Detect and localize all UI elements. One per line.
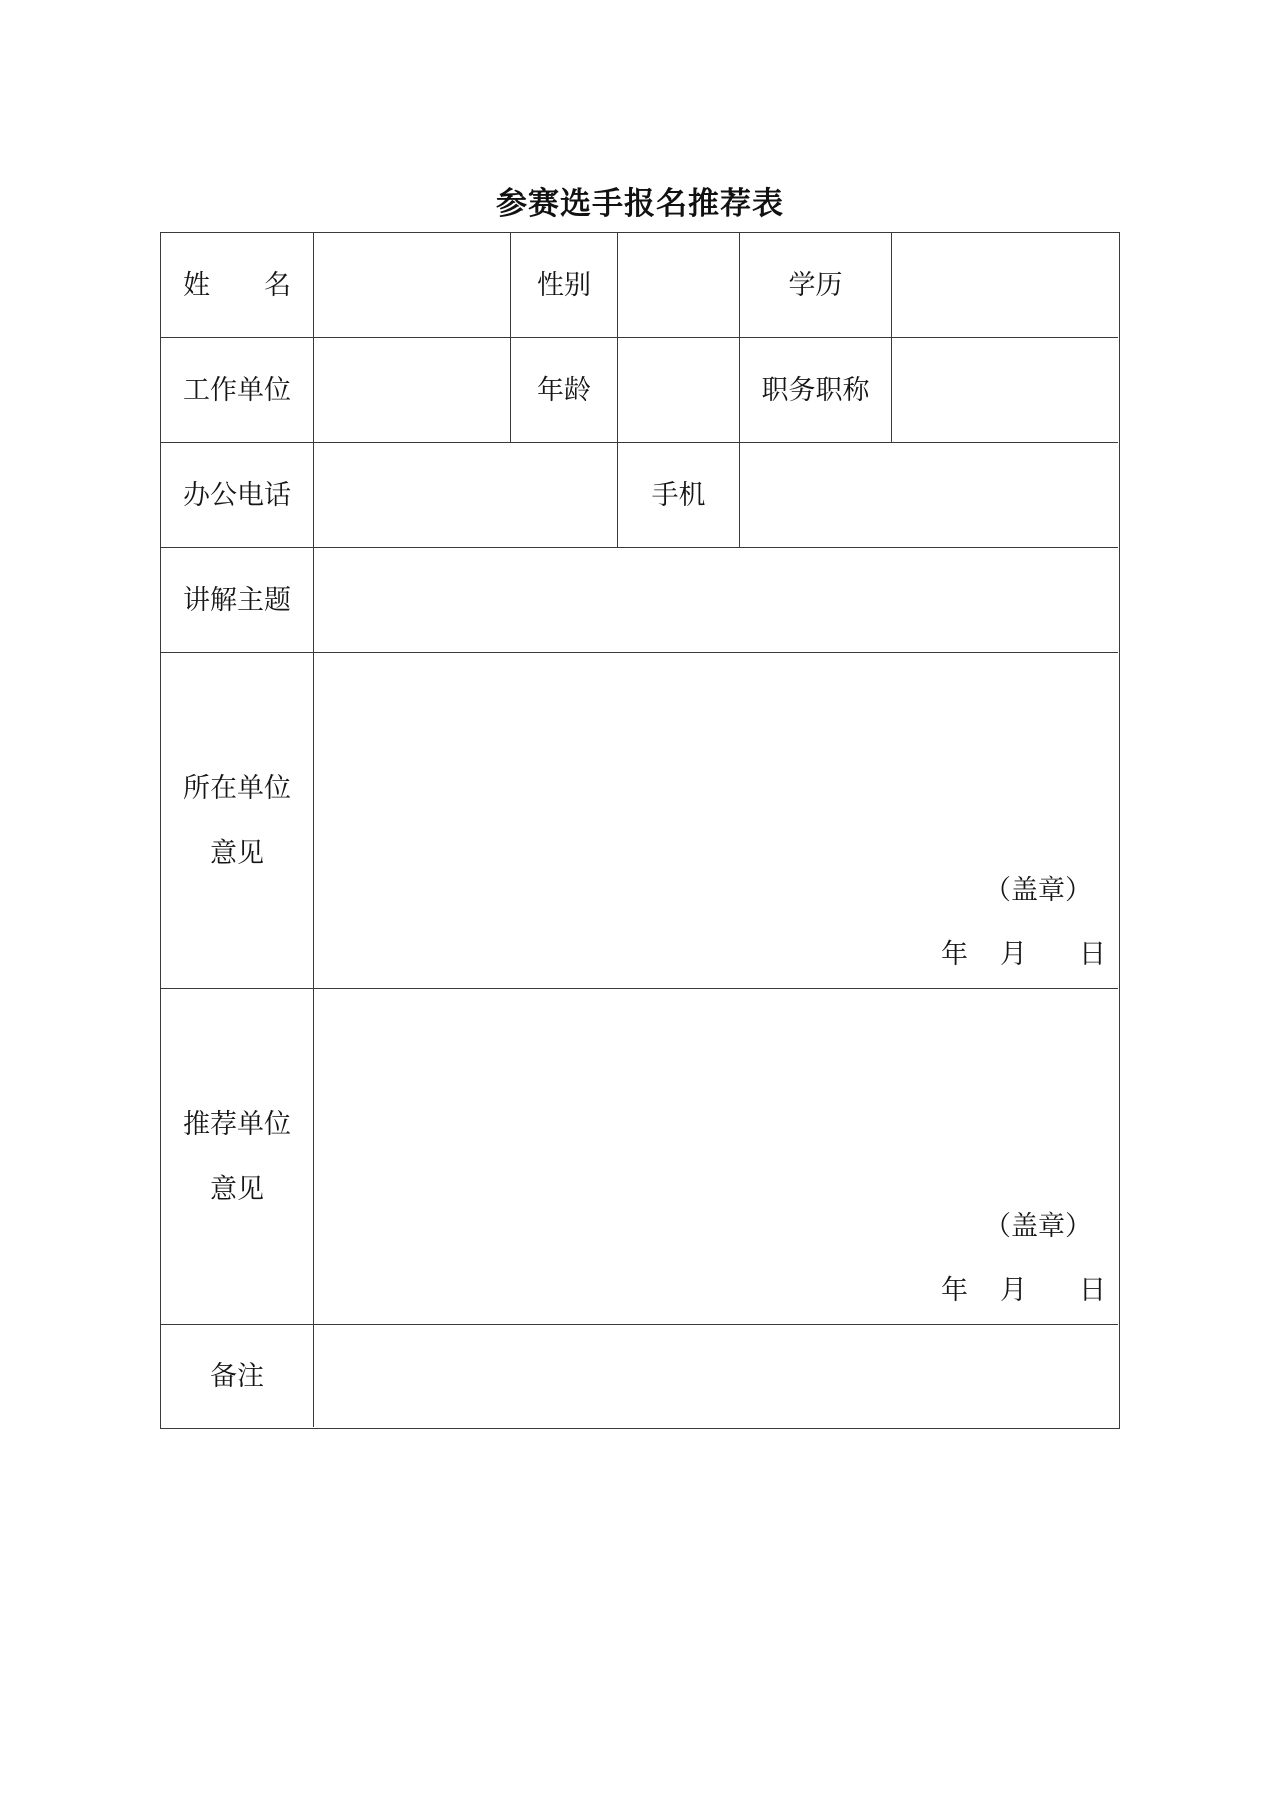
position-field[interactable]	[892, 338, 1118, 443]
page-title: 参赛选手报名推荐表	[496, 186, 784, 222]
employer-value[interactable]	[314, 338, 510, 442]
office-phone-value[interactable]	[314, 443, 617, 547]
gender-label-cell	[511, 233, 618, 338]
unit-date-day: 日	[1079, 939, 1106, 970]
remarks-label: 备注	[210, 1360, 264, 1392]
unit-opinion-label-line2: 意见	[210, 837, 264, 869]
remarks-field[interactable]	[314, 1325, 1118, 1427]
unit-date	[941, 941, 1106, 968]
unit-date-year: 年	[941, 939, 968, 970]
remarks-value[interactable]	[314, 1325, 1118, 1427]
unit-opinion-field[interactable]	[314, 653, 1118, 989]
position-value[interactable]	[892, 338, 1118, 442]
age-field[interactable]	[618, 338, 740, 443]
unit-opinion-value[interactable]	[314, 653, 1118, 988]
recommend-date-month: 月	[1000, 1275, 1027, 1306]
position-label-cell	[740, 338, 892, 443]
unit-date-month: 月	[1000, 939, 1027, 970]
office-phone-field[interactable]	[314, 443, 618, 548]
recommend-date	[941, 1277, 1106, 1304]
gender-label: 性别	[537, 269, 591, 301]
recommend-opinion-label-line1: 推荐单位	[183, 1108, 291, 1140]
recommend-opinion-label-line2: 意见	[210, 1173, 264, 1205]
education-value[interactable]	[892, 233, 1118, 337]
age-label-cell	[511, 338, 618, 443]
employer-field[interactable]	[314, 338, 511, 443]
topic-value[interactable]	[314, 548, 1118, 652]
mobile-value[interactable]	[740, 443, 1118, 547]
name-label-char-2: 名	[264, 269, 291, 301]
recommend-date-day: 日	[1079, 1275, 1106, 1306]
office-phone-label-cell	[161, 443, 314, 548]
gender-field[interactable]	[618, 233, 740, 338]
topic-label-cell	[161, 548, 314, 653]
position-label: 职务职称	[761, 374, 870, 406]
name-label-char-1: 姓	[183, 269, 210, 301]
recommend-date-year: 年	[941, 1275, 968, 1306]
recommend-opinion-field[interactable]	[314, 989, 1118, 1325]
recommend-opinion-value[interactable]	[314, 989, 1118, 1324]
education-field[interactable]	[892, 233, 1118, 338]
recommend-seal-text: （盖章）	[984, 1211, 1092, 1242]
mobile-field[interactable]	[740, 443, 1118, 548]
topic-field[interactable]	[314, 548, 1118, 653]
registration-form-table	[160, 232, 1120, 1429]
name-label	[183, 269, 291, 301]
unit-opinion-label-line1: 所在单位	[183, 772, 291, 804]
name-field[interactable]	[314, 233, 511, 338]
recommend-opinion-label	[183, 1108, 291, 1205]
name-value[interactable]	[314, 233, 510, 337]
recommend-opinion-label-cell	[161, 989, 314, 1325]
office-phone-label: 办公电话	[183, 479, 291, 511]
unit-opinion-label	[183, 772, 291, 869]
topic-label: 讲解主题	[183, 584, 291, 616]
gender-value[interactable]	[618, 233, 739, 337]
age-label: 年龄	[537, 374, 591, 406]
remarks-label-cell	[161, 1325, 314, 1427]
employer-label: 工作单位	[183, 374, 291, 406]
employer-label-cell	[161, 338, 314, 443]
name-label-cell	[161, 233, 314, 338]
unit-seal-text: （盖章）	[984, 875, 1092, 906]
age-value[interactable]	[618, 338, 739, 442]
unit-opinion-label-cell	[161, 653, 314, 989]
mobile-label-cell	[618, 443, 740, 548]
mobile-label: 手机	[651, 479, 706, 511]
education-label-cell	[740, 233, 892, 338]
education-label: 学历	[788, 269, 843, 301]
